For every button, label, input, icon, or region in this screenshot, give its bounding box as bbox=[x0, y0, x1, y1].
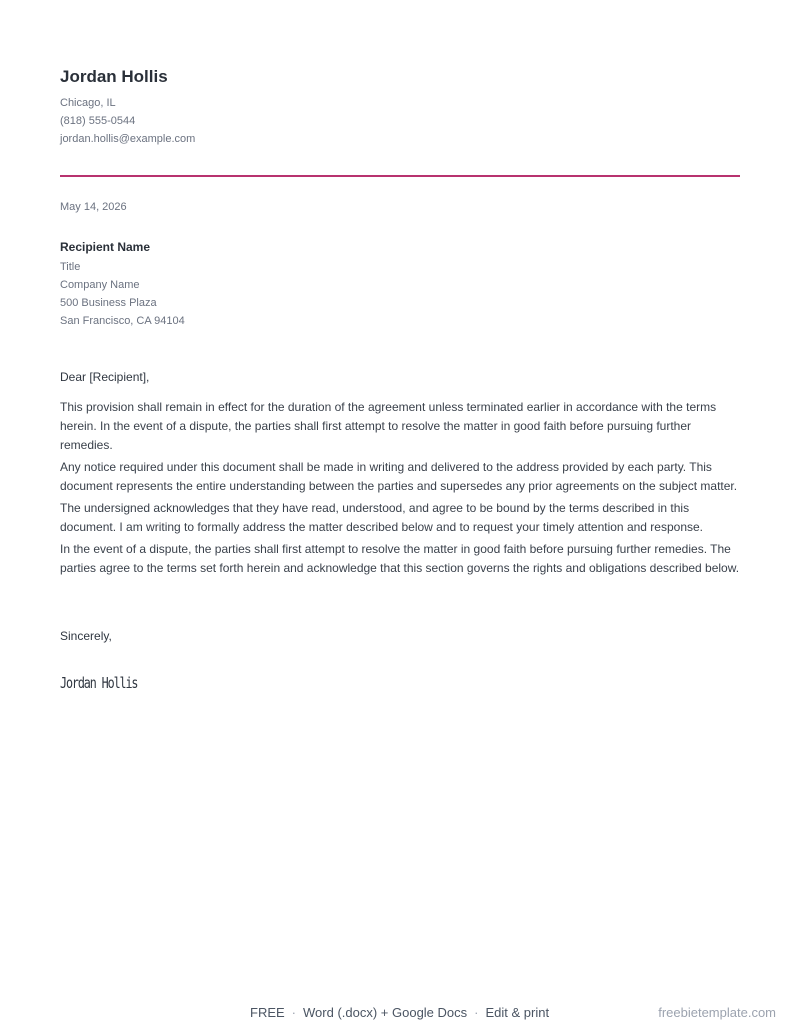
body-paragraph: Any notice required under this document shall be made in writing and delivered to the address provided by each party. This document represents the entire understanding between the parties and supersedes any prior agreements on the subject matter. bbox=[60, 460, 738, 493]
footer-site-link[interactable]: freebietemplate.com bbox=[658, 1005, 776, 1020]
recipient-company: Company Name bbox=[60, 279, 140, 291]
sender-email: jordan.hollis@example.com bbox=[60, 133, 196, 145]
header-divider bbox=[60, 175, 740, 177]
closing: Sincerely, bbox=[60, 629, 112, 643]
body-paragraph: This provision shall remain in effect for the duration of the agreement unless terminated earlier in accordance with the terms herein. In the event of a dispute, the parties shall first attempt to resolve the matter in good faith before pursuing further remedies. bbox=[60, 400, 717, 452]
letter-body bbox=[60, 398, 744, 581]
recipient-address: 500 Business Plaza bbox=[60, 297, 157, 309]
footer-separator: · bbox=[291, 1005, 297, 1020]
sender-location: Chicago, IL bbox=[60, 97, 116, 109]
footer-separator: · bbox=[474, 1005, 479, 1020]
footer-free-label: FREE bbox=[250, 1005, 285, 1020]
salutation: Dear [Recipient], bbox=[60, 370, 150, 384]
letter-date: May 14, 2026 bbox=[60, 201, 127, 213]
footer-info bbox=[250, 1005, 549, 1020]
sender-name: Jordan Hollis bbox=[60, 67, 168, 86]
body-paragraph: In the event of a dispute, the parties shall first attempt to resolve the matter in good faith before pursuing further remedies. The parties agree to the terms set forth herein and acknowledge that this section governs the rights and obligations described below. bbox=[60, 542, 740, 575]
footer-action: Edit & print bbox=[485, 1005, 550, 1020]
footer-formats: Word (.docx) + Google Docs bbox=[303, 1005, 468, 1020]
recipient-name: Recipient Name bbox=[60, 240, 151, 254]
signature: Jordan Hollis bbox=[60, 674, 138, 692]
recipient-title: Title bbox=[60, 261, 81, 273]
sender-phone: (818) 555-0544 bbox=[60, 115, 136, 127]
recipient-city-state-zip: San Francisco, CA 94104 bbox=[60, 315, 185, 327]
body-paragraph: The undersigned acknowledges that they have read, understood, and agree to be bound by the terms described in this document. I am writing to formally address the matter described below and to request your timely attention and response. bbox=[60, 501, 703, 534]
